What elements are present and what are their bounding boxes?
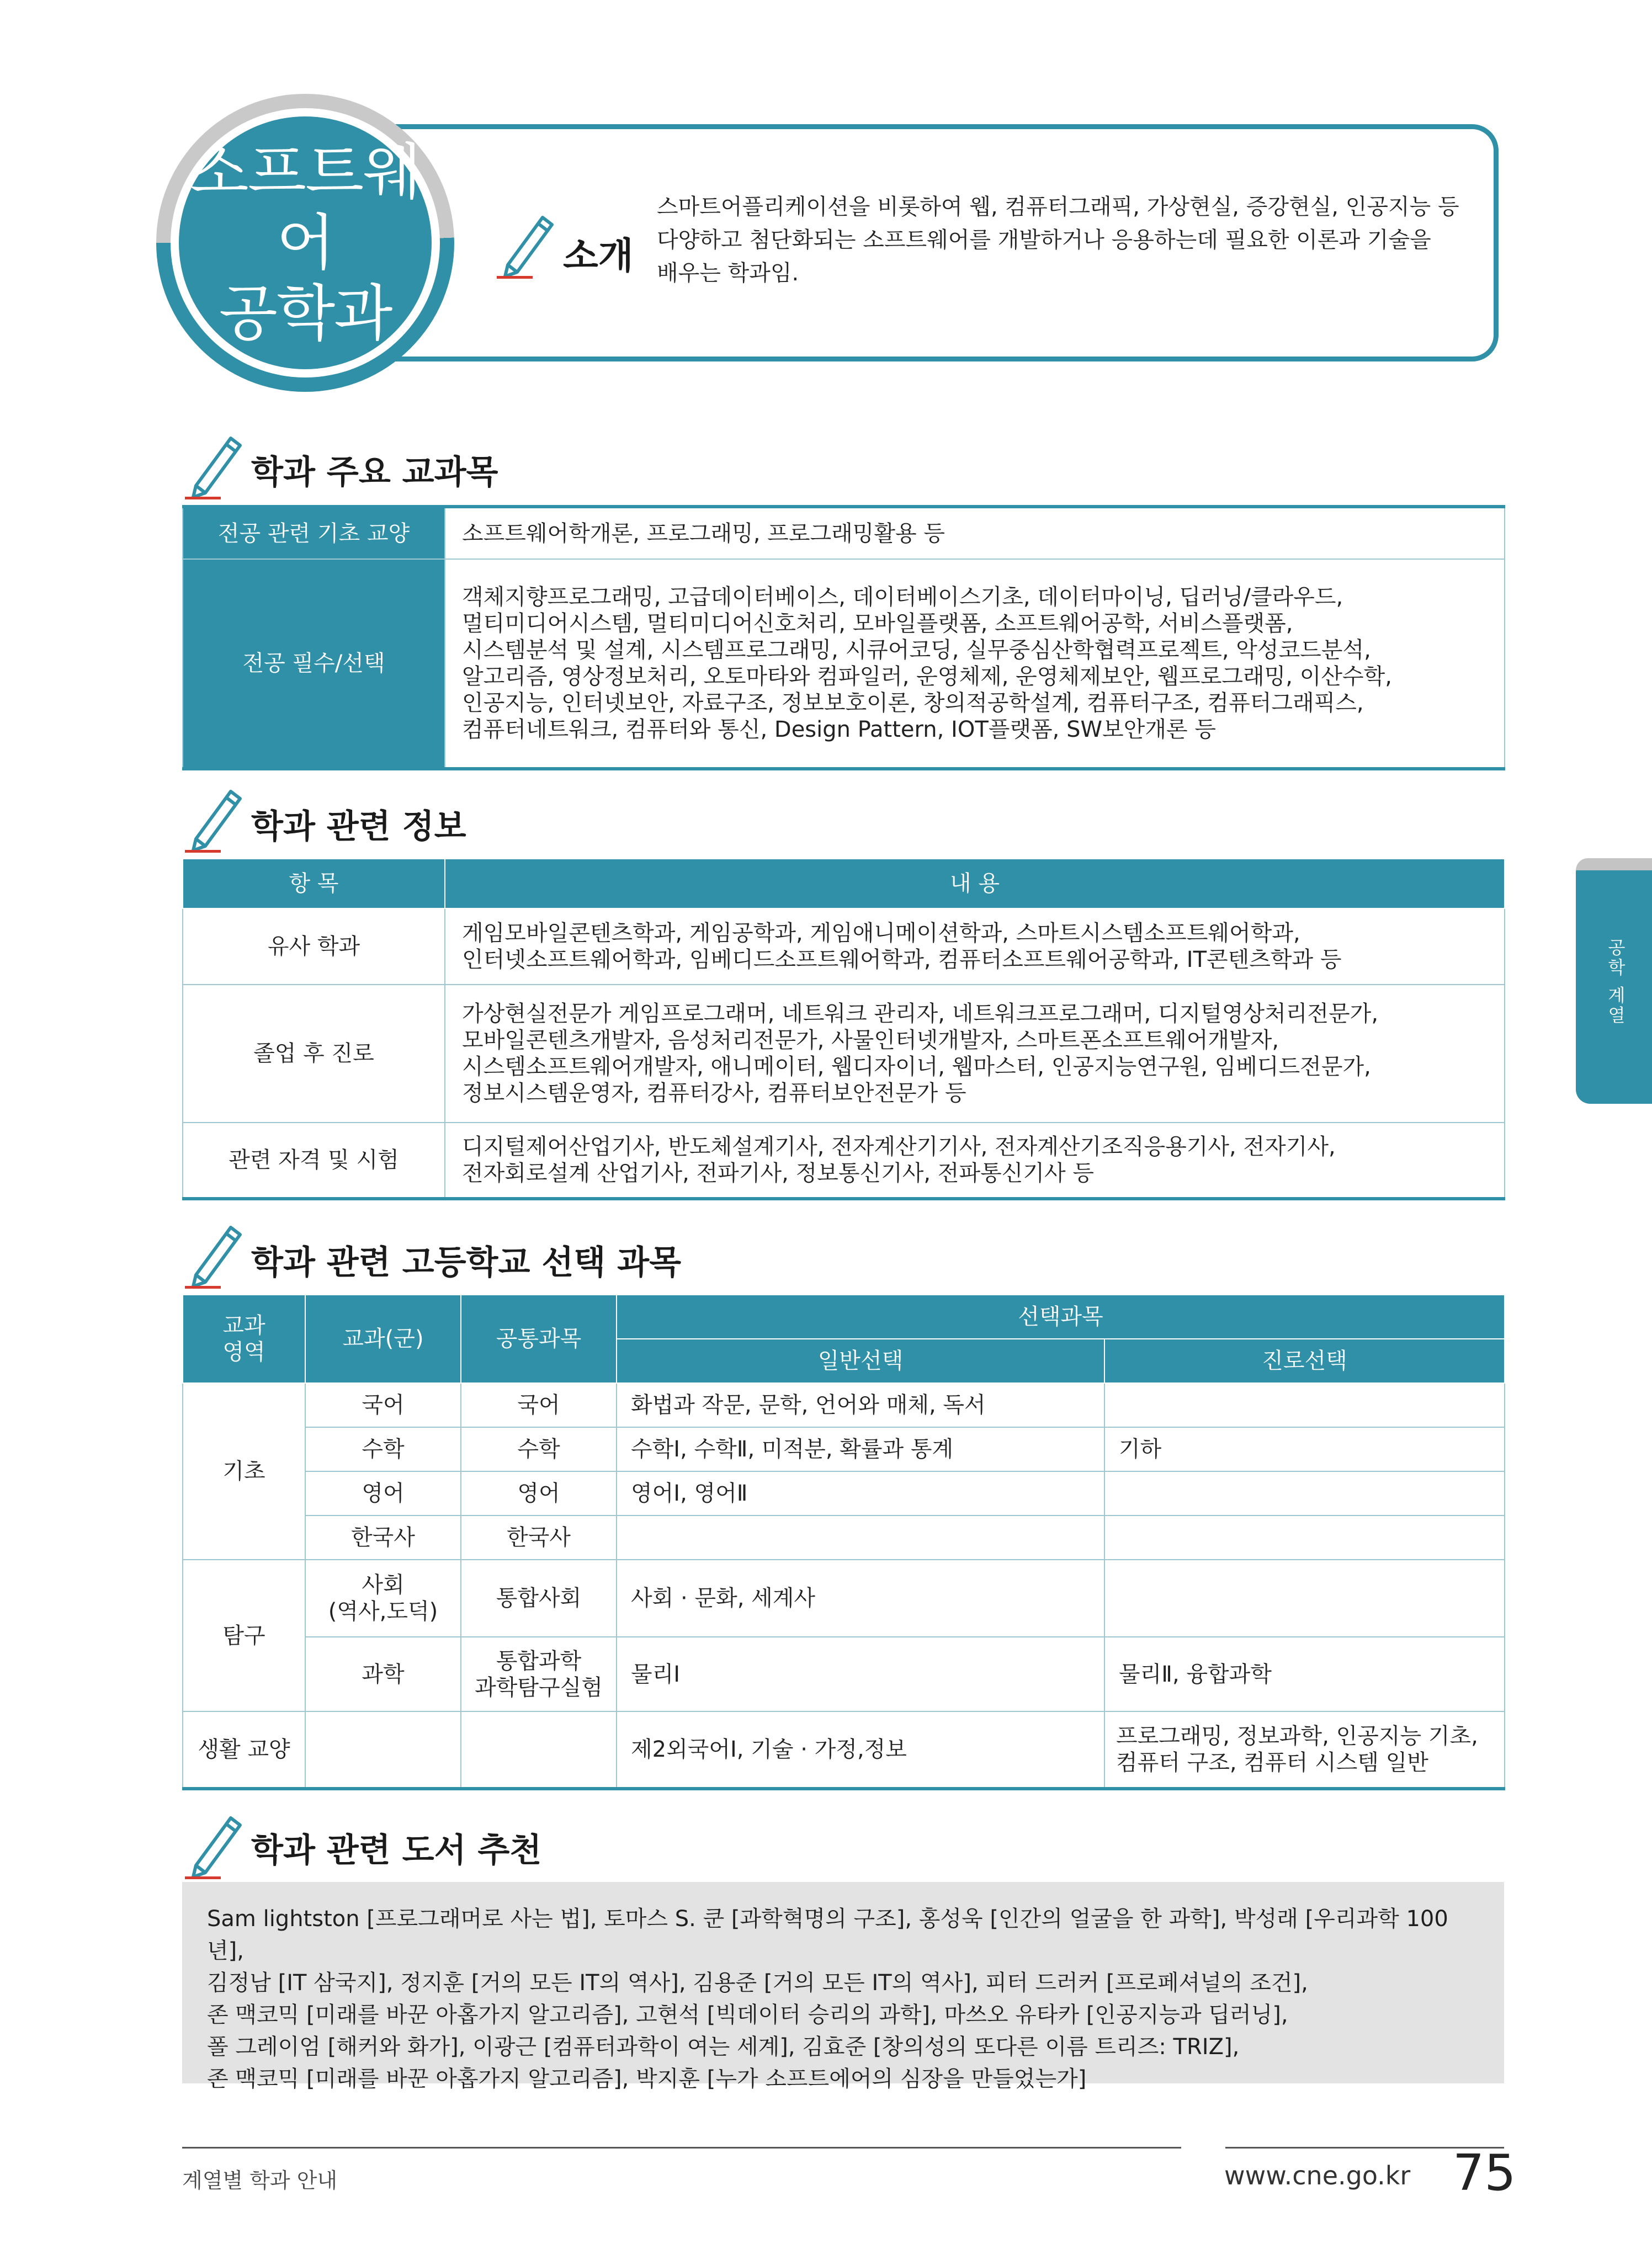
table-header-row <box>183 1295 1505 1339</box>
group-line: (역사,도덕) <box>328 1599 438 1624</box>
side-tab-cap <box>1576 858 1652 870</box>
row-label: 전공 필수/선택 <box>183 559 445 769</box>
common-cell: 수학 <box>461 1427 617 1471</box>
main-courses-table <box>182 505 1505 770</box>
common-cell: 영어 <box>461 1471 617 1515</box>
area-cell: 생활 교양 <box>183 1711 305 1789</box>
row-value <box>445 559 1505 769</box>
section-title-main-courses: 학과 주요 교과목 <box>251 453 498 492</box>
info-line: 시스템소프트웨어개발자, 애니메이터, 웹디자이너, 웹마스터, 인공지능연구원, 임베디드전문가, <box>462 1054 1371 1080</box>
book-line: Sam lightston [프로그래머로 사는 법], 토마스 S. 쿤 [과학혁명의 구조], 홍성욱 [인간의 얼굴을 한 과학], 박성래 [우리과학 100년], <box>207 1906 1448 1964</box>
column-header-common: 공통과목 <box>461 1295 617 1383</box>
course-line: 알고리즘, 영상정보처리, 오토마타와 컴파일러, 운영체제, 운영체제보안, 웹프로그래밍, 이산수학, <box>462 664 1392 689</box>
group-cell: 한국사 <box>305 1515 461 1560</box>
common-cell <box>461 1711 617 1789</box>
career-cell <box>1104 1383 1505 1427</box>
general-cell: 수학Ⅰ, 수학Ⅱ, 미적분, 확률과 통계 <box>617 1427 1104 1471</box>
header-line: 교과 <box>222 1313 265 1338</box>
info-line: 가상현실전문가 게임프로그래머, 네트워크 관리자, 네트워크프로그래머, 디지털영상처리전문가, <box>462 1001 1379 1027</box>
pencil-icon <box>182 1813 243 1879</box>
row-value <box>445 1123 1505 1199</box>
common-cell: 한국사 <box>461 1515 617 1560</box>
career-cell: 물리Ⅱ, 융합과학 <box>1104 1637 1505 1711</box>
table-row <box>183 908 1505 985</box>
row-label: 유사 학과 <box>183 908 445 985</box>
table-row <box>183 1711 1505 1789</box>
general-cell: 물리Ⅰ <box>617 1637 1104 1711</box>
pencil-icon <box>182 1222 243 1289</box>
course-line: 컴퓨터네트워크, 컴퓨터와 통신, Design Pattern, IOT플랫폼, SW보안개론 등 <box>462 717 1216 742</box>
book-line: 존 맥코믹 [미래를 바꾼 아홉가지 알고리즘], 고현석 [빅데이터 승리의 과학], 마쓰오 유타카 [인공지능과 딥러닝], <box>207 2002 1288 2028</box>
row-label: 전공 관련 기초 교양 <box>183 507 445 559</box>
common-line: 과학탐구실험 <box>475 1674 603 1700</box>
info-line: 전자회로설계 산업기사, 전파기사, 정보통신기사, 전파통신기사 등 <box>462 1161 1094 1186</box>
info-line: 인터넷소프트웨어학과, 임베디드소프트웨어학과, 컴퓨터소프트웨어공학과, IT콘텐츠학과 등 <box>462 947 1342 972</box>
row-label: 졸업 후 진로 <box>183 985 445 1123</box>
info-line: 게임모바일콘텐츠학과, 게임공학과, 게임애니메이션학과, 스마트시스템소프트웨어학과, <box>462 921 1300 946</box>
column-header: 항 목 <box>183 859 445 908</box>
course-line: 인공지능, 인터넷보안, 자료구조, 정보보호이론, 창의적공학설계, 컴퓨터구조, 컴퓨터그래픽스, <box>462 690 1364 716</box>
column-header: 내 용 <box>445 859 1505 908</box>
area-cell: 탐구 <box>183 1560 305 1711</box>
intro-line: 배우는 학과임. <box>657 260 799 286</box>
common-cell <box>461 1637 617 1711</box>
column-header-general: 일반선택 <box>617 1339 1104 1383</box>
table-row <box>183 1560 1505 1637</box>
table-row <box>183 985 1505 1123</box>
area-cell: 기초 <box>183 1383 305 1560</box>
page-number: 75 <box>1453 2144 1516 2202</box>
column-header-elective: 선택과목 <box>617 1295 1505 1339</box>
table-row <box>183 507 1505 559</box>
row-value <box>445 985 1505 1123</box>
info-line: 모바일콘텐츠개발자, 음성처리전문가, 사물인터넷개발자, 스마트폰소프트웨어개발자, <box>462 1028 1279 1053</box>
column-header-area <box>183 1295 305 1383</box>
general-cell: 화법과 작문, 문학, 언어와 매체, 독서 <box>617 1383 1104 1427</box>
group-cell: 수학 <box>305 1427 461 1471</box>
badge-title-line1: 소프트웨어 <box>190 137 421 278</box>
course-line: 객체지향프로그래밍, 고급데이터베이스, 데이터베이스기초, 데이터마이닝, 딥러닝/클라우드, <box>462 584 1343 610</box>
row-value <box>445 908 1505 985</box>
table-row <box>183 1471 1505 1515</box>
general-cell: 사회 · 문화, 세계사 <box>617 1560 1104 1637</box>
intro-text <box>657 190 1479 290</box>
group-cell <box>305 1711 461 1789</box>
group-cell: 영어 <box>305 1471 461 1515</box>
career-line: 컴퓨터 구조, 컴퓨터 시스템 일반 <box>1116 1750 1428 1775</box>
info-line: 정보시스템운영자, 컴퓨터강사, 컴퓨터보안전문가 등 <box>462 1081 966 1106</box>
table-row <box>183 1383 1505 1427</box>
section-title-books: 학과 관련 도서 추천 <box>251 1831 542 1870</box>
general-cell: 제2외국어Ⅰ, 기술 · 가정,정보 <box>617 1711 1104 1789</box>
book-recommendations <box>182 1882 1504 2092</box>
row-label: 관련 자격 및 시험 <box>183 1123 445 1199</box>
header-line: 영역 <box>222 1339 265 1365</box>
info-table <box>182 858 1505 1200</box>
footer-guide-title: 계열별 학과 안내 <box>182 2168 338 2193</box>
group-cell <box>305 1560 461 1637</box>
section-title-hs: 학과 관련 고등학교 선택 과목 <box>251 1243 682 1282</box>
book-line: 폴 그레이엄 [해커와 화가], 이광근 [컴퓨터과학이 여는 세계], 김효준 [창의성의 또다른 이름 트리즈: TRIZ], <box>207 2034 1240 2060</box>
table-row <box>183 1427 1505 1471</box>
intro-label: 소개 <box>563 235 634 277</box>
table-header-row <box>183 859 1505 908</box>
pencil-icon <box>182 433 243 499</box>
general-cell: 영어Ⅰ, 영어Ⅱ <box>617 1471 1104 1515</box>
table-row <box>183 1637 1505 1711</box>
group-cell: 국어 <box>305 1383 461 1427</box>
table-row <box>183 1123 1505 1199</box>
common-cell: 국어 <box>461 1383 617 1427</box>
career-line: 프로그래밍, 정보과학, 인공지능 기초, <box>1116 1724 1478 1749</box>
intro-line: 다양하고 첨단화되는 소프트웨어를 개발하거나 응용하는데 필요한 이론과 기술을 <box>657 227 1431 253</box>
table-row <box>183 559 1505 769</box>
career-cell <box>1104 1471 1505 1515</box>
career-cell: 기하 <box>1104 1427 1505 1471</box>
course-line: 시스템분석 및 설계, 시스템프로그래밍, 시큐어코딩, 실무중심산학협력프로젝트, 악성코드분석, <box>462 637 1371 663</box>
common-cell: 통합사회 <box>461 1560 617 1637</box>
side-tab-label: 공학 계열 <box>1605 938 1626 1026</box>
department-badge <box>179 116 432 369</box>
career-cell <box>1104 1560 1505 1637</box>
badge-title-line2: 공학과 <box>219 278 392 349</box>
row-value: 소프트웨어학개론, 프로그래밍, 프로그래밍활용 등 <box>445 507 1505 559</box>
intro-line: 스마트어플리케이션을 비롯하여 웹, 컴퓨터그래픽, 가상현실, 증강현실, 인공지능 등 <box>657 194 1459 220</box>
hs-subjects-table <box>182 1294 1505 1790</box>
group-cell: 과학 <box>305 1637 461 1711</box>
section-title-info: 학과 관련 정보 <box>251 807 466 846</box>
footer-url: www.cne.go.kr <box>1224 2161 1411 2190</box>
column-header-group: 교과(군) <box>305 1295 461 1383</box>
book-line: 김정남 [IT 삼국지], 정지훈 [거의 모든 IT의 역사], 김용준 [거의 모든 IT의 역사], 피터 드러커 [프로페셔널의 조건], <box>207 1970 1308 1996</box>
table-row <box>183 1515 1505 1560</box>
course-line: 멀티미디어시스템, 멀티미디어신호처리, 모바일플랫폼, 소프트웨어공학, 서비스플랫폼, <box>462 611 1293 636</box>
general-cell <box>617 1515 1104 1560</box>
column-header-career: 진로선택 <box>1104 1339 1505 1383</box>
book-line: 존 맥코믹 [미래를 바꾼 아홉가지 알고리즘], 박지훈 [누가 소프트에어의 심장을 만들었는가] <box>207 2066 1087 2092</box>
common-line: 통합과학 <box>496 1648 582 1674</box>
pencil-icon <box>182 786 243 853</box>
pencil-icon <box>494 212 555 279</box>
career-cell <box>1104 1711 1505 1789</box>
group-line: 사회 <box>362 1572 405 1598</box>
career-cell <box>1104 1515 1505 1560</box>
footer-divider <box>182 2147 1181 2149</box>
info-line: 디지털제어산업기사, 반도체설계기사, 전자계산기기사, 전자계산기조직응용기사, 전자기사, <box>462 1134 1336 1160</box>
